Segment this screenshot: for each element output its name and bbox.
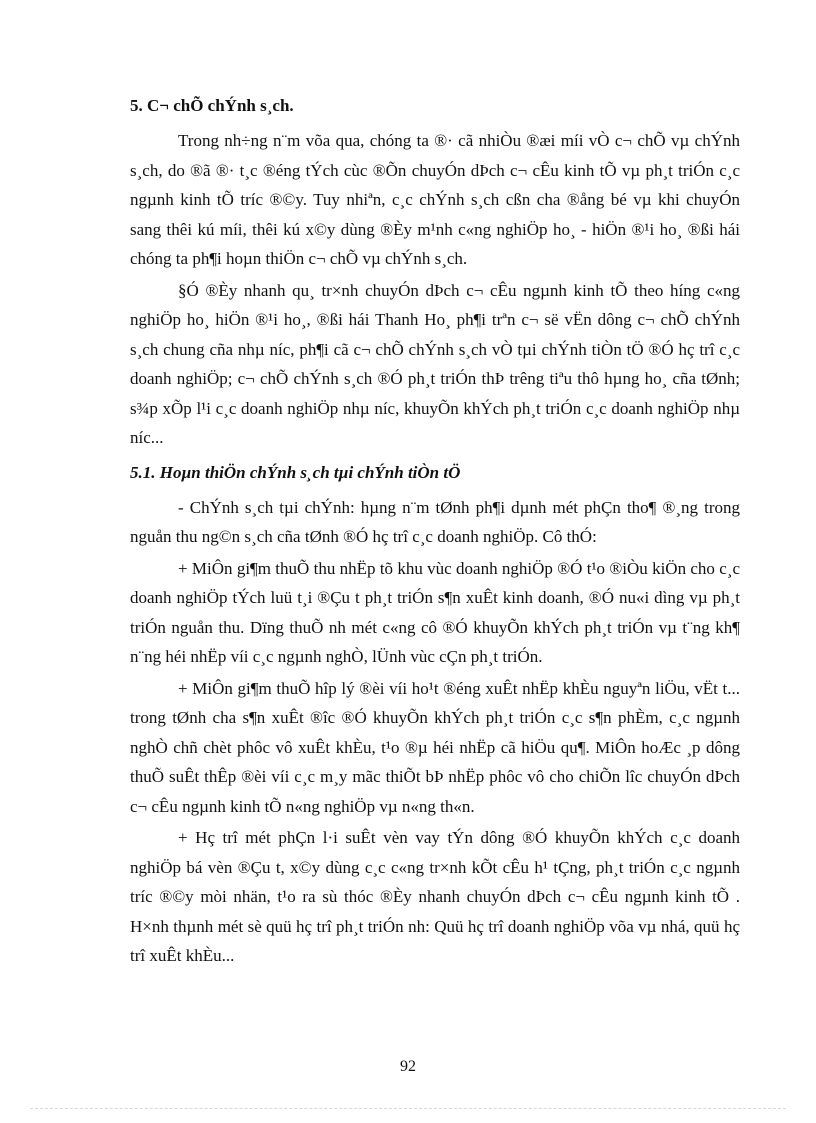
intro-paragraph-2: §Ó ®Èy nhanh qu¸ tr×nh chuyÓn dÞch c¬ cÊu ngµnh kinh tÕ theo híng c«ng nghiÖp ho¸ hiÖn ®¹i ho¸, ®ßi hái Thanh Ho¸ ph¶i trªn c¬ së vËn dông c¬ chÕ chÝnh s¸ch chung cña nhµ níc, ph¶i cã c¬ chÕ chÝnh s¸ch vÒ tµi chÝnh tiÒn tÖ ®Ó hç trî c¸c doanh nghiÖp; c¬ chÕ chÝnh s¸ch ®Ó ph¸t triÓn thÞ trêng tiªu thô hµng ho¸ cña tØnh; s¾p xÕp l¹i c¸c doanh nghiÖp nhµ níc, khuyÕn khÝch ph¸t triÓn c¸c doanh nghiÖp nhµ níc... [130,280,740,447]
document-page [130,92,740,973]
body-paragraph-4: + Hç trî mét phÇn l·i suÊt vèn vay tÝn dông ®Ó khuyÕn khÝch c¸c doanh nghiÖp bá vèn ®Çu t, x©y dùng c¸c c«ng tr×nh kÕt cÊu h¹ tÇng, ph¸t triÓn c¸c ngµnh tríc ®©y mòi nhän, t¹o ra sù thóc ®Èy nhanh chuyÓn dÞch c¬ cÊu ngµnh kinh tÕ . H×nh thµnh mét sè quü hç trî ph¸t triÓn nh: Quü hç trî doanh nghiÖp võa vµ nhá, quü hç trî xuÊt khÈu... [130,828,740,965]
intro-paragraph-1: Trong nh÷ng n¨m võa qua, chóng ta ®· cã nhiÒu ®æi míi vÒ c¬ chÕ vµ chÝnh s¸ch, do ®ã ®· t¸c ®éng tÝch cùc ®Õn chuyÓn dÞch c¬ cÊu kinh tÕ vµ ph¸t triÓn c¸c ngµnh kinh tÕ tríc ®©y. Tuy nhiªn, c¸c chÝnh s¸ch cßn cha ®ång bé vµ khi chuyÓn sang thêi kú míi, thêi kú x©y dùng ®Èy m¹nh c«ng nghiÖp ho¸ - hiÖn ®¹i ho¸ ®ßi hái chóng ta ph¶i hoµn thiÖn c¬ chÕ vµ chÝnh s¸ch. [130,131,740,268]
body-paragraph-3: + MiÔn gi¶m thuÕ hîp lý ®èi víi ho¹t ®éng xuÊt nhËp khÈu nguyªn liÖu, vËt t... trong tØnh cha s¶n xuÊt ®îc ®Ó khuyÕn khÝch ph¸t triÓn c¸c s¶n phÈm, c¸c ngµnh nghÒ chñ chèt phôc vô xuÊt khÈu, t¹o ®µ héi nhËp cã hiÖu qu¶. MiÔn hoÆc ¸p dông thuÕ suÊt thÊp ®èi víi c¸c m¸y mãc thiÕt bÞ nhËp phôc vô cho chiÕn lîc chuyÓn dÞch c¬ cÊu ngµnh kinh tÕ n«ng nghiÖp vµ n«ng th«n. [130,678,740,816]
body-paragraph-1: - ChÝnh s¸ch tµi chÝnh: hµng n¨m tØnh ph¶i dµnh mét phÇn tho¶ ®¸ng trong nguån thu ng©n s¸ch cña tØnh ®Ó hç trî c¸c doanh nghiÖp. Cô thÓ: [130,497,740,546]
body-paragraph-2: + MiÔn gi¶m thuÕ thu nhËp tõ khu vùc doanh nghiÖp ®Ó t¹o ®iÒu kiÖn cho c¸c doanh nghiÖp tÝch luü t¸i ®Çu t ph¸t triÓn s¶n xuÊt kinh doanh, ®Ó nu«i dìng vµ ph¸t triÓn nguån thu. Dïng thuÕ nh mét c«ng cô ®Ó khuyÕn khÝch ph¸t triÓn vµ t¨ng kh¶ n¨ng héi nhËp víi c¸c ngµnh nghÒ, lÜnh vùc cÇn ph¸t triÓn. [130,558,740,666]
page-bottom-divider [30,1108,786,1109]
page-number: 92 [400,1058,416,1075]
section-heading: 5. C¬ chÕ chÝnh s¸ch. [130,96,294,115]
subsection-heading: 5.1. Hoµn thiÖn chÝnh s¸ch tµi chÝnh tiÒn tÖ [130,462,461,482]
